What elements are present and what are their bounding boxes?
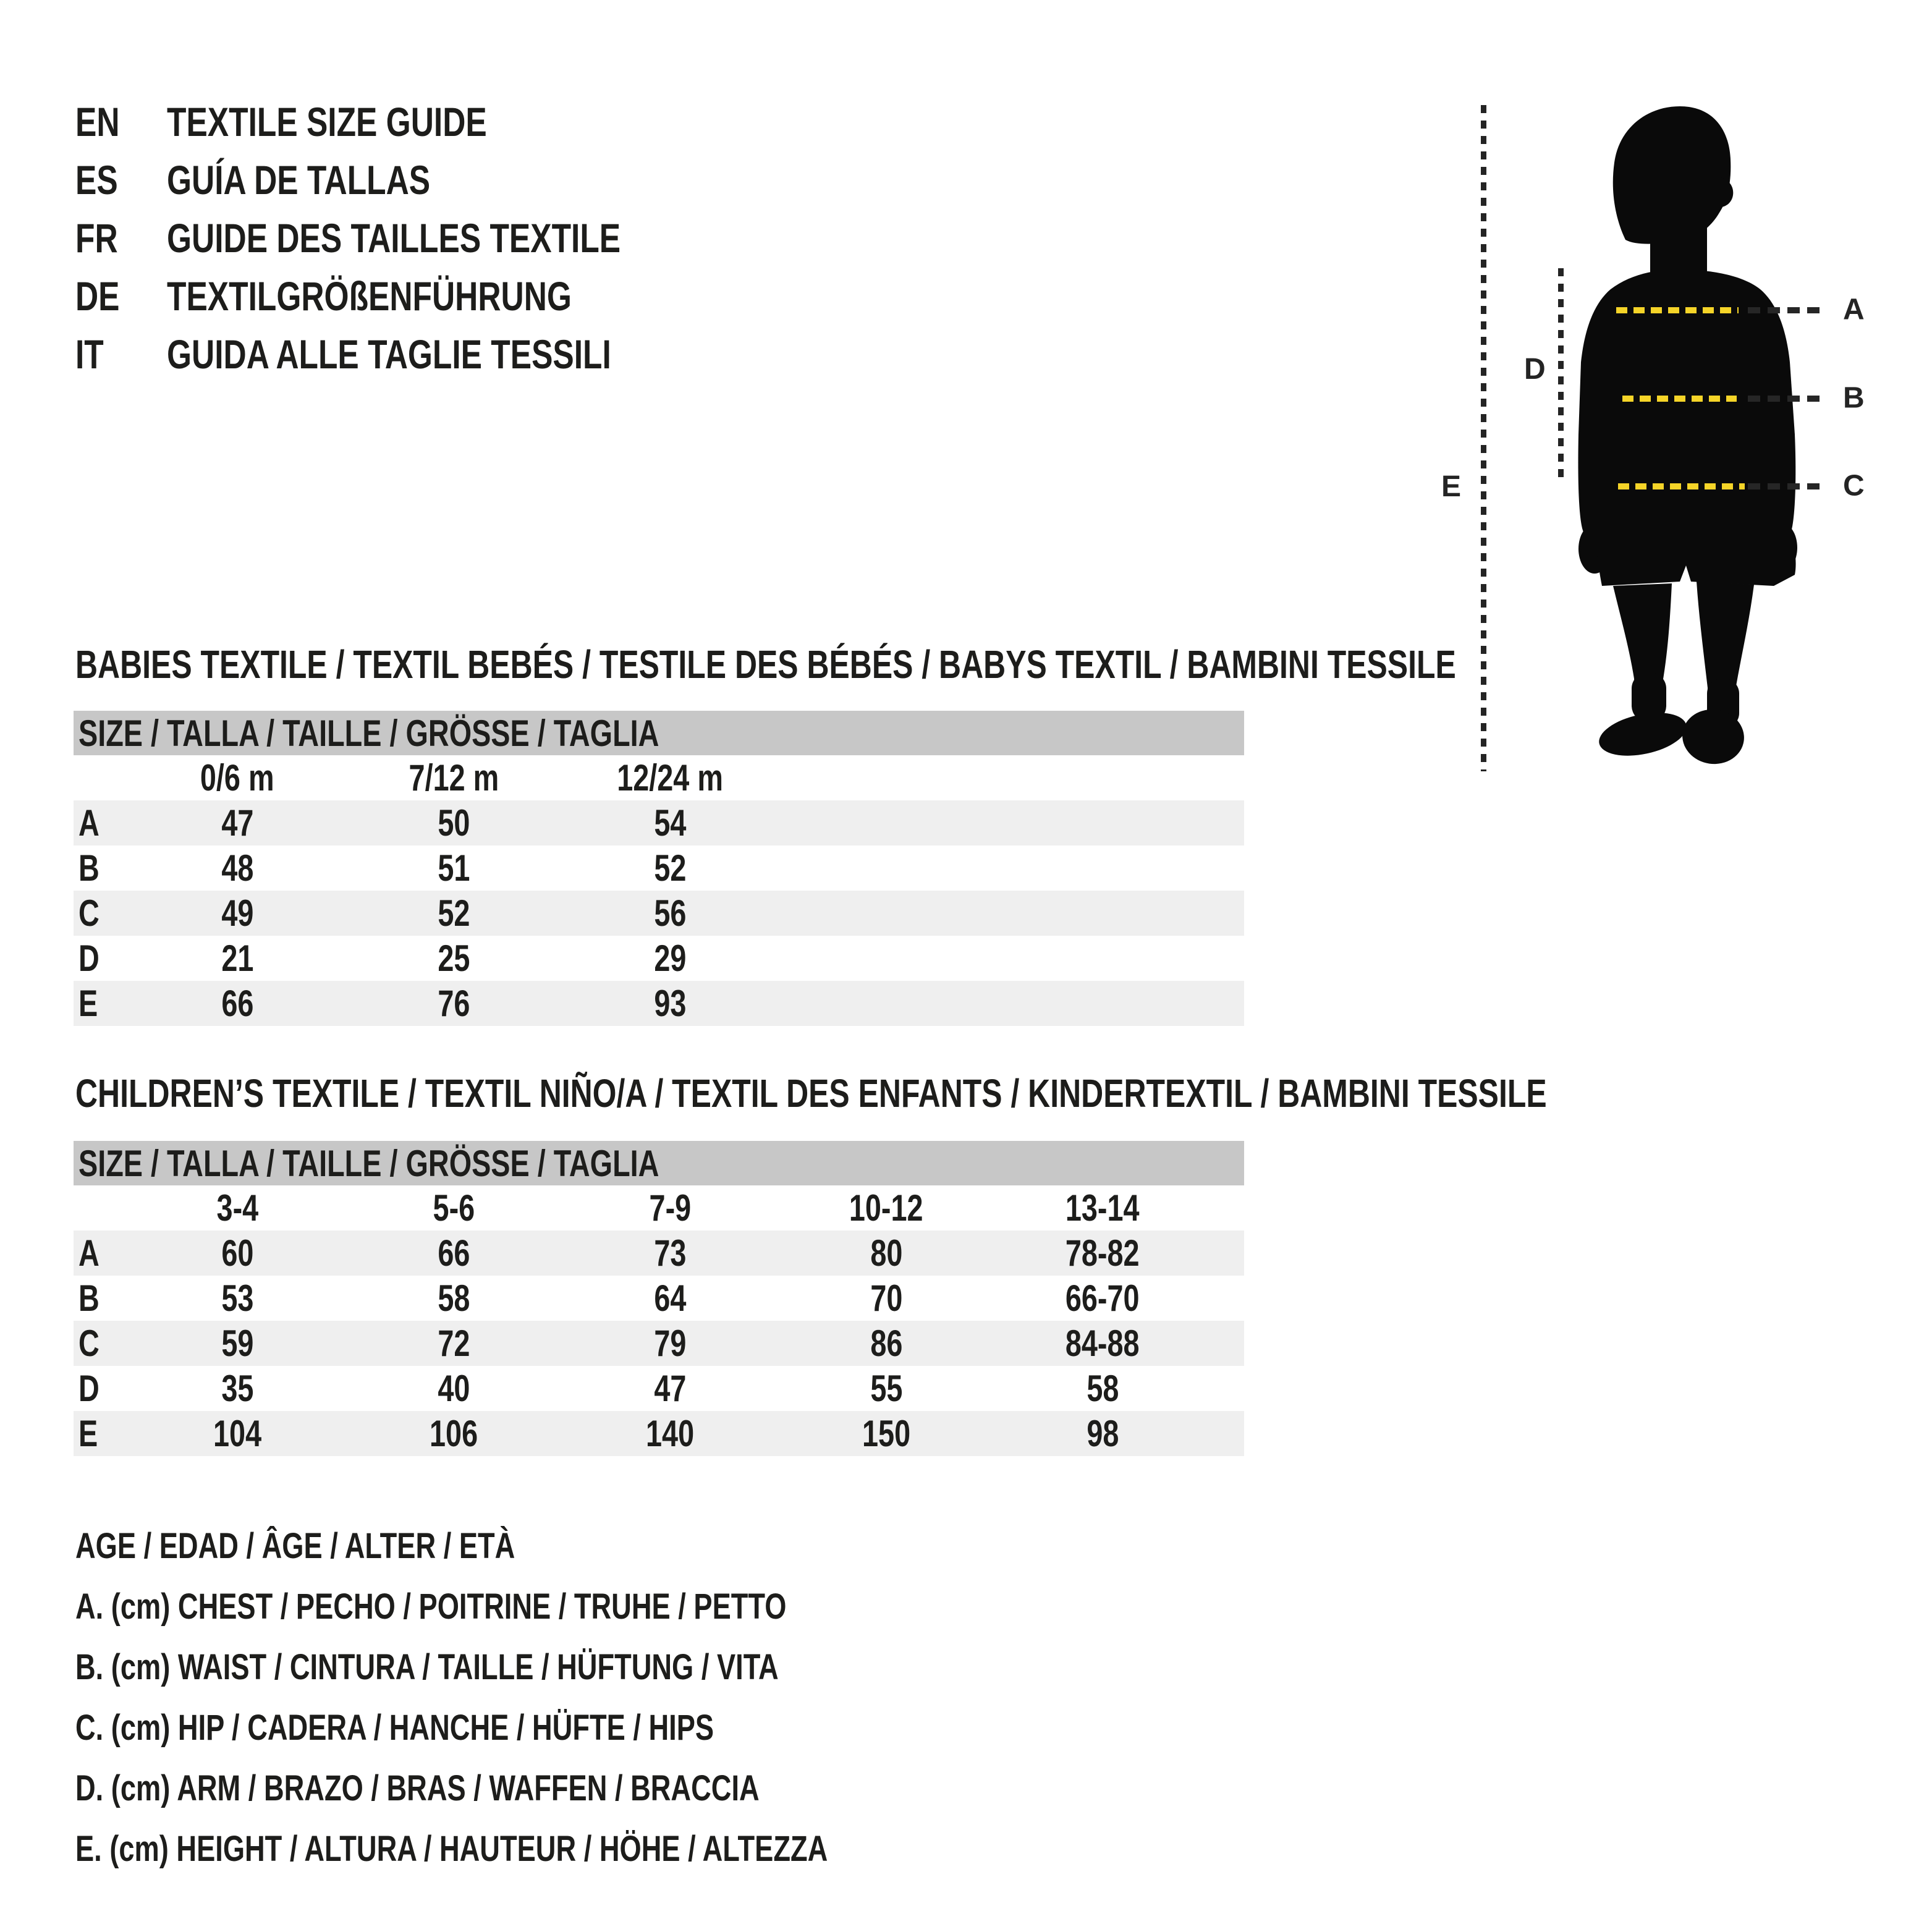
lang-row-es (75, 151, 748, 209)
children-value-D-1-text: 40 (437, 1368, 470, 1409)
children-value-C-4-text: 84-88 (1066, 1323, 1140, 1364)
babies-value-B-2 (562, 847, 778, 889)
babies-value-D-1 (345, 937, 562, 980)
children-value-D-0-text: 35 (221, 1368, 254, 1409)
babies-heading-text: BABIES TEXTILE / TEXTIL BEBÉS / TESTILE DES BÉBÉS / BABYS TEXTIL / BAMBINI TESSILE (75, 642, 1456, 687)
children-value-C-1-text: 72 (437, 1323, 470, 1364)
babies-value-B-2-text: 52 (653, 847, 687, 889)
children-value-E-0-text: 104 (213, 1413, 262, 1454)
children-column-header-2 (562, 1187, 778, 1229)
babies-value-E-0-text: 66 (221, 983, 254, 1024)
children-value-E-4-text: 98 (1086, 1413, 1119, 1454)
babies-value-D-1-text: 25 (437, 938, 470, 979)
babies-row-label-C-text: C (78, 892, 100, 934)
legend-line-1-text: A. (cm) CHEST / PECHO / POITRINE / TRUHE / PETTO (75, 1586, 787, 1627)
measure-label-e: E (1441, 470, 1462, 503)
children-value-B-2-text: 64 (653, 1277, 687, 1319)
children-value-E-0 (129, 1412, 345, 1455)
lang-code-es: ES (75, 157, 118, 203)
babies-column-header-0 (129, 756, 345, 799)
babies-value-E-1 (345, 982, 562, 1025)
babies-column-header-row (74, 755, 1244, 800)
measurement-legend (75, 1515, 1040, 1879)
babies-value-D-2 (562, 937, 778, 980)
measure-line-a (1440, 293, 1932, 326)
children-value-B-1 (345, 1277, 562, 1320)
children-value-B-4-text: 66-70 (1066, 1277, 1140, 1319)
children-value-E-1 (345, 1412, 562, 1455)
children-value-A-2 (562, 1232, 778, 1274)
children-value-E-2 (562, 1412, 778, 1455)
babies-size-header-bar (74, 711, 1244, 755)
children-column-header-3 (778, 1187, 994, 1229)
babies-size-header-text: SIZE / TALLA / TAILLE / GRÖSSE / TAGLIA (78, 712, 659, 754)
children-value-E-3-text: 150 (862, 1413, 911, 1454)
children-value-C-0 (129, 1322, 345, 1365)
children-value-B-0-text: 53 (221, 1277, 254, 1319)
babies-value-C-2-text: 56 (653, 892, 687, 934)
legend-line-4-text: D. (cm) ARM / BRAZO / BRAS / WAFFEN / BRACCIA (75, 1768, 760, 1808)
babies-value-E-2-text: 93 (653, 983, 687, 1024)
children-value-C-1 (345, 1322, 562, 1365)
lang-code-fr: FR (75, 215, 118, 261)
children-row-label-E (74, 1412, 129, 1455)
children-value-D-3 (778, 1367, 994, 1410)
babies-column-header-2 (562, 756, 778, 799)
measure-b-dark-dash (1748, 396, 1822, 402)
measure-a-yellow-dash (1616, 307, 1739, 313)
babies-row-label-D (74, 937, 129, 980)
children-column-header-3-text: 10-12 (849, 1187, 923, 1229)
children-value-D-1 (345, 1367, 562, 1410)
children-value-D-2-text: 47 (653, 1368, 687, 1409)
lang-title-en: TEXTILE SIZE GUIDE (167, 99, 487, 145)
children-value-A-2-text: 73 (653, 1232, 687, 1274)
children-row-label-B (74, 1277, 129, 1320)
children-table-row-E (74, 1411, 1244, 1456)
lang-title-fr: GUIDE DES TAILLES TEXTILE (167, 215, 621, 261)
children-size-header-bar (74, 1141, 1244, 1185)
measure-a-dark-dash (1748, 307, 1822, 313)
children-table-row-D (74, 1366, 1244, 1411)
children-value-A-1-text: 66 (437, 1232, 470, 1274)
babies-value-C-2 (562, 892, 778, 934)
babies-column-header-1-text: 7/12 m (409, 757, 499, 799)
children-value-C-3-text: 86 (870, 1323, 903, 1364)
measure-label-a: A (1843, 293, 1865, 326)
children-value-D-4-text: 58 (1086, 1368, 1119, 1409)
children-value-C-2-text: 79 (653, 1323, 687, 1364)
children-value-B-0 (129, 1277, 345, 1320)
babies-row-label-C (74, 892, 129, 934)
babies-row-label-E (74, 982, 129, 1025)
children-column-header-0-text: 3-4 (216, 1187, 258, 1229)
measurement-figure (1440, 93, 1932, 800)
children-column-header-4 (994, 1187, 1211, 1229)
children-value-E-4 (994, 1412, 1211, 1455)
legend-line-5-text: E. (cm) HEIGHT / ALTURA / HAUTEUR / HÖHE / ALTEZZA (75, 1828, 828, 1869)
children-column-header-row (74, 1185, 1244, 1231)
babies-column-header-0-text: 0/6 m (200, 757, 274, 799)
children-table-row-C (74, 1321, 1244, 1366)
babies-value-E-1-text: 76 (437, 983, 470, 1024)
measure-label-b: B (1843, 381, 1865, 415)
babies-row-label-B-text: B (78, 847, 100, 889)
babies-value-A-0-text: 47 (221, 802, 254, 844)
babies-row-label-A-text: A (78, 802, 100, 844)
children-column-header-2-text: 7-9 (649, 1187, 691, 1229)
lang-title-it: GUIDA ALLE TAGLIE TESSILI (167, 331, 611, 377)
babies-value-D-2-text: 29 (653, 938, 687, 979)
measure-label-c: C (1843, 469, 1865, 502)
child-silhouette (1570, 98, 1829, 790)
legend-line-3 (75, 1697, 1040, 1758)
babies-value-C-1 (345, 892, 562, 934)
lang-title-de: TEXTILGRÖßENFÜHRUNG (167, 273, 572, 319)
legend-line-4 (75, 1758, 1040, 1818)
children-value-D-3-text: 55 (870, 1368, 903, 1409)
children-value-A-3 (778, 1232, 994, 1274)
children-value-B-3 (778, 1277, 994, 1320)
babies-value-A-2-text: 54 (653, 802, 687, 844)
babies-value-A-0 (129, 802, 345, 844)
lang-row-en (75, 93, 748, 151)
children-row-label-C (74, 1322, 129, 1365)
legend-line-3-text: C. (cm) HIP / CADERA / HANCHE / HÜFTE / HIPS (75, 1707, 714, 1748)
legend-line-1 (75, 1576, 1040, 1637)
children-table-row-B (74, 1276, 1244, 1321)
legend-line-0 (75, 1515, 1040, 1576)
children-value-C-3 (778, 1322, 994, 1365)
children-row-label-D-text: D (78, 1368, 100, 1409)
legend-line-5 (75, 1818, 1040, 1879)
children-row-label-A-text: A (78, 1232, 100, 1274)
measure-c-dark-dash (1748, 483, 1822, 489)
children-value-C-4 (994, 1322, 1211, 1365)
arm-dotted-line-d (1558, 268, 1564, 481)
children-value-D-2 (562, 1367, 778, 1410)
children-row-label-E-text: E (78, 1413, 98, 1454)
children-value-A-0-text: 60 (221, 1232, 254, 1274)
babies-table-row-A (74, 800, 1244, 845)
babies-table-row-D (74, 936, 1244, 981)
children-value-A-4 (994, 1232, 1211, 1274)
babies-value-A-1-text: 50 (437, 802, 470, 844)
measure-c-yellow-dash (1618, 483, 1745, 489)
children-value-E-2-text: 140 (645, 1413, 695, 1454)
children-value-B-4 (994, 1277, 1211, 1320)
children-value-A-4-text: 78-82 (1066, 1232, 1140, 1274)
measure-label-d: D (1524, 353, 1546, 386)
lang-title-es: GUÍA DE TALLAS (167, 157, 431, 203)
babies-size-table (74, 711, 1244, 1026)
legend-line-2 (75, 1637, 1040, 1697)
babies-column-header-2-text: 12/24 m (617, 757, 723, 799)
children-value-B-1-text: 58 (437, 1277, 470, 1319)
language-title-block (75, 93, 748, 383)
babies-value-C-0 (129, 892, 345, 934)
measure-b-yellow-dash (1622, 396, 1737, 402)
babies-value-A-2 (562, 802, 778, 844)
lang-code-it: IT (75, 331, 104, 377)
lang-row-fr (75, 209, 748, 267)
babies-value-D-0-text: 21 (221, 938, 254, 979)
children-size-table (74, 1141, 1244, 1456)
legend-line-2-text: B. (cm) WAIST / CINTURA / TAILLE / HÜFTUNG / VITA (75, 1646, 779, 1687)
children-row-label-A (74, 1232, 129, 1274)
children-column-header-1 (345, 1187, 562, 1229)
babies-column-header-1 (345, 756, 562, 799)
children-value-D-4 (994, 1367, 1211, 1410)
babies-value-B-0 (129, 847, 345, 889)
children-column-header-0 (129, 1187, 345, 1229)
lang-row-it (75, 325, 748, 383)
babies-value-D-0 (129, 937, 345, 980)
children-value-E-1-text: 106 (429, 1413, 478, 1454)
children-row-label-D (74, 1367, 129, 1410)
babies-section-heading (75, 643, 1845, 686)
babies-table-row-C (74, 891, 1244, 936)
babies-value-C-1-text: 52 (437, 892, 470, 934)
babies-value-B-1 (345, 847, 562, 889)
babies-table-row-B (74, 845, 1244, 891)
babies-value-E-0 (129, 982, 345, 1025)
children-value-A-1 (345, 1232, 562, 1274)
babies-row-label-D-text: D (78, 938, 100, 979)
children-size-header-text: SIZE / TALLA / TAILLE / GRÖSSE / TAGLIA (78, 1142, 659, 1184)
measure-line-c (1440, 469, 1932, 502)
children-value-B-3-text: 70 (870, 1277, 903, 1319)
children-value-A-0 (129, 1232, 345, 1274)
babies-value-B-0-text: 48 (221, 847, 254, 889)
children-value-B-2 (562, 1277, 778, 1320)
children-heading-text: CHILDREN’S TEXTILE / TEXTIL NIÑO/A / TEXTIL DES ENFANTS / KINDERTEXTIL / BAMBINI TESSILE (75, 1071, 1547, 1116)
children-section-heading (75, 1072, 1932, 1115)
babies-value-C-0-text: 49 (221, 892, 254, 934)
babies-value-A-1 (345, 802, 562, 844)
children-column-header-1-text: 5-6 (433, 1187, 475, 1229)
children-value-E-3 (778, 1412, 994, 1455)
babies-value-B-1-text: 51 (437, 847, 470, 889)
children-value-A-3-text: 80 (870, 1232, 903, 1274)
measure-line-b (1440, 381, 1932, 415)
lang-row-de (75, 267, 748, 325)
babies-row-label-E-text: E (78, 983, 98, 1024)
children-row-label-C-text: C (78, 1323, 100, 1364)
babies-value-E-2 (562, 982, 778, 1025)
lang-code-en: EN (75, 99, 120, 145)
children-value-C-2 (562, 1322, 778, 1365)
babies-row-label-A (74, 802, 129, 844)
lang-code-de: DE (75, 273, 120, 319)
children-value-D-0 (129, 1367, 345, 1410)
babies-row-label-B (74, 847, 129, 889)
legend-line-0-text: AGE / EDAD / ÂGE / ALTER / ETÀ (75, 1525, 515, 1566)
children-column-header-4-text: 13-14 (1066, 1187, 1140, 1229)
children-table-row-A (74, 1231, 1244, 1276)
children-value-C-0-text: 59 (221, 1323, 254, 1364)
children-row-label-B-text: B (78, 1277, 100, 1319)
babies-table-row-E (74, 981, 1244, 1026)
